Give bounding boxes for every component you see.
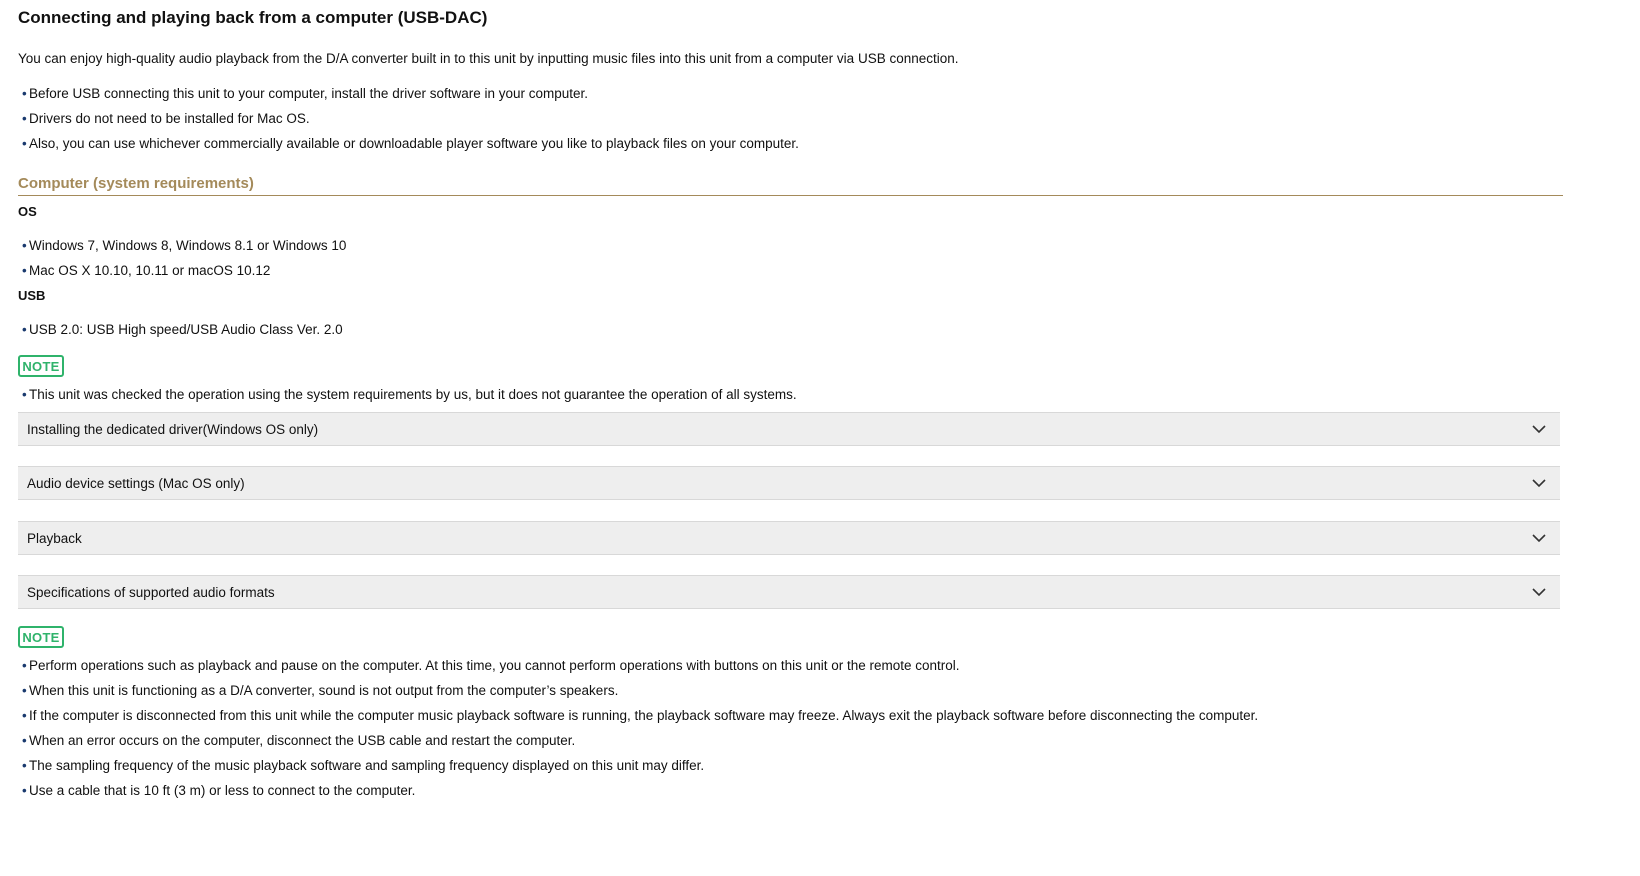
- list-item: [18, 783, 415, 798]
- bullet-dot: •: [22, 262, 27, 278]
- list-item-text: Mac OS X 10.10, 10.11 or macOS 10.12: [29, 263, 271, 278]
- accordion-installing-driver[interactable]: [18, 412, 1560, 446]
- accordion-label: Audio device settings (Mac OS only): [27, 475, 245, 491]
- list-item-text: Perform operations such as playback and pause on the computer. At this time, you cannot perform operations with buttons on this unit or the remote control.: [29, 658, 960, 673]
- chevron-down-icon[interactable]: [1532, 422, 1546, 436]
- accordion-label: Installing the dedicated driver(Windows OS only): [27, 421, 319, 437]
- list-item-text: Windows 7, Windows 8, Windows 8.1 or Windows 10: [29, 238, 347, 253]
- bullet-dot: •: [22, 657, 27, 673]
- intro-paragraph: You can enjoy high-quality audio playback from the D/A converter built in to this unit by inputting music files into this unit from a computer via USB connection.: [18, 51, 959, 66]
- list-item: [18, 658, 960, 673]
- list-item-text: If the computer is disconnected from this unit while the computer music playback software is running, the playback software may freeze. Always exit the playback software before disconnecting the computer.: [29, 708, 1259, 723]
- bullet-dot: •: [22, 386, 27, 402]
- os-subheading: OS: [18, 204, 37, 219]
- list-item-text: Use a cable that is 10 ft (3 m) or less to connect to the computer.: [29, 783, 416, 798]
- list-item: [18, 733, 575, 748]
- chevron-down-icon[interactable]: [1532, 531, 1546, 545]
- list-item: [18, 136, 799, 151]
- list-item: [18, 111, 310, 126]
- list-item-text: The sampling frequency of the music playback software and sampling frequency displayed on this unit may differ.: [29, 758, 705, 773]
- list-item: [18, 322, 343, 337]
- usb-subheading: USB: [18, 288, 46, 303]
- list-item-text: Drivers do not need to be installed for Mac OS.: [29, 111, 310, 126]
- page-title: Connecting and playing back from a computer (USB-DAC): [18, 8, 488, 27]
- chevron-down-icon[interactable]: [1532, 585, 1546, 599]
- bullet-dot: •: [22, 110, 27, 126]
- list-item: [18, 86, 588, 101]
- list-item-text: USB 2.0: USB High speed/USB Audio Class Ver. 2.0: [29, 322, 343, 337]
- bullet-dot: •: [22, 85, 27, 101]
- list-item-text: When an error occurs on the computer, disconnect the USB cable and restart the computer.: [29, 733, 576, 748]
- list-item: [18, 387, 797, 402]
- bullet-dot: •: [22, 732, 27, 748]
- list-item: [18, 263, 270, 278]
- bullet-dot: •: [22, 757, 27, 773]
- accordion-audio-device-settings[interactable]: [18, 466, 1560, 500]
- list-item-text: Before USB connecting this unit to your computer, install the driver software in your computer.: [29, 86, 589, 101]
- accordion-label: Specifications of supported audio formats: [27, 584, 275, 600]
- note-badge: NOTE: [18, 626, 64, 648]
- chevron-down-icon[interactable]: [1532, 476, 1546, 490]
- accordion-playback[interactable]: [18, 521, 1560, 555]
- bullet-dot: •: [22, 682, 27, 698]
- bullet-dot: •: [22, 321, 27, 337]
- list-item-text: This unit was checked the operation using the system requirements by us, but it does not guarantee the operation of all systems.: [29, 387, 797, 402]
- note-badge: NOTE: [18, 355, 64, 377]
- list-item-text: Also, you can use whichever commercially available or downloadable player software you like to playback files on your computer.: [29, 136, 799, 151]
- bullet-dot: •: [22, 237, 27, 253]
- list-item: [18, 238, 346, 253]
- accordion-supported-formats[interactable]: [18, 575, 1560, 609]
- bullet-dot: •: [22, 782, 27, 798]
- list-item: [18, 708, 1258, 723]
- list-item: [18, 758, 704, 773]
- bullet-dot: •: [22, 135, 27, 151]
- list-item: [18, 683, 618, 698]
- accordion-label: Playback: [27, 530, 82, 546]
- list-item-text: When this unit is functioning as a D/A converter, sound is not output from the computer’s speakers.: [29, 683, 619, 698]
- bullet-dot: •: [22, 707, 27, 723]
- section-heading-requirements: Computer (system requirements): [18, 175, 1563, 196]
